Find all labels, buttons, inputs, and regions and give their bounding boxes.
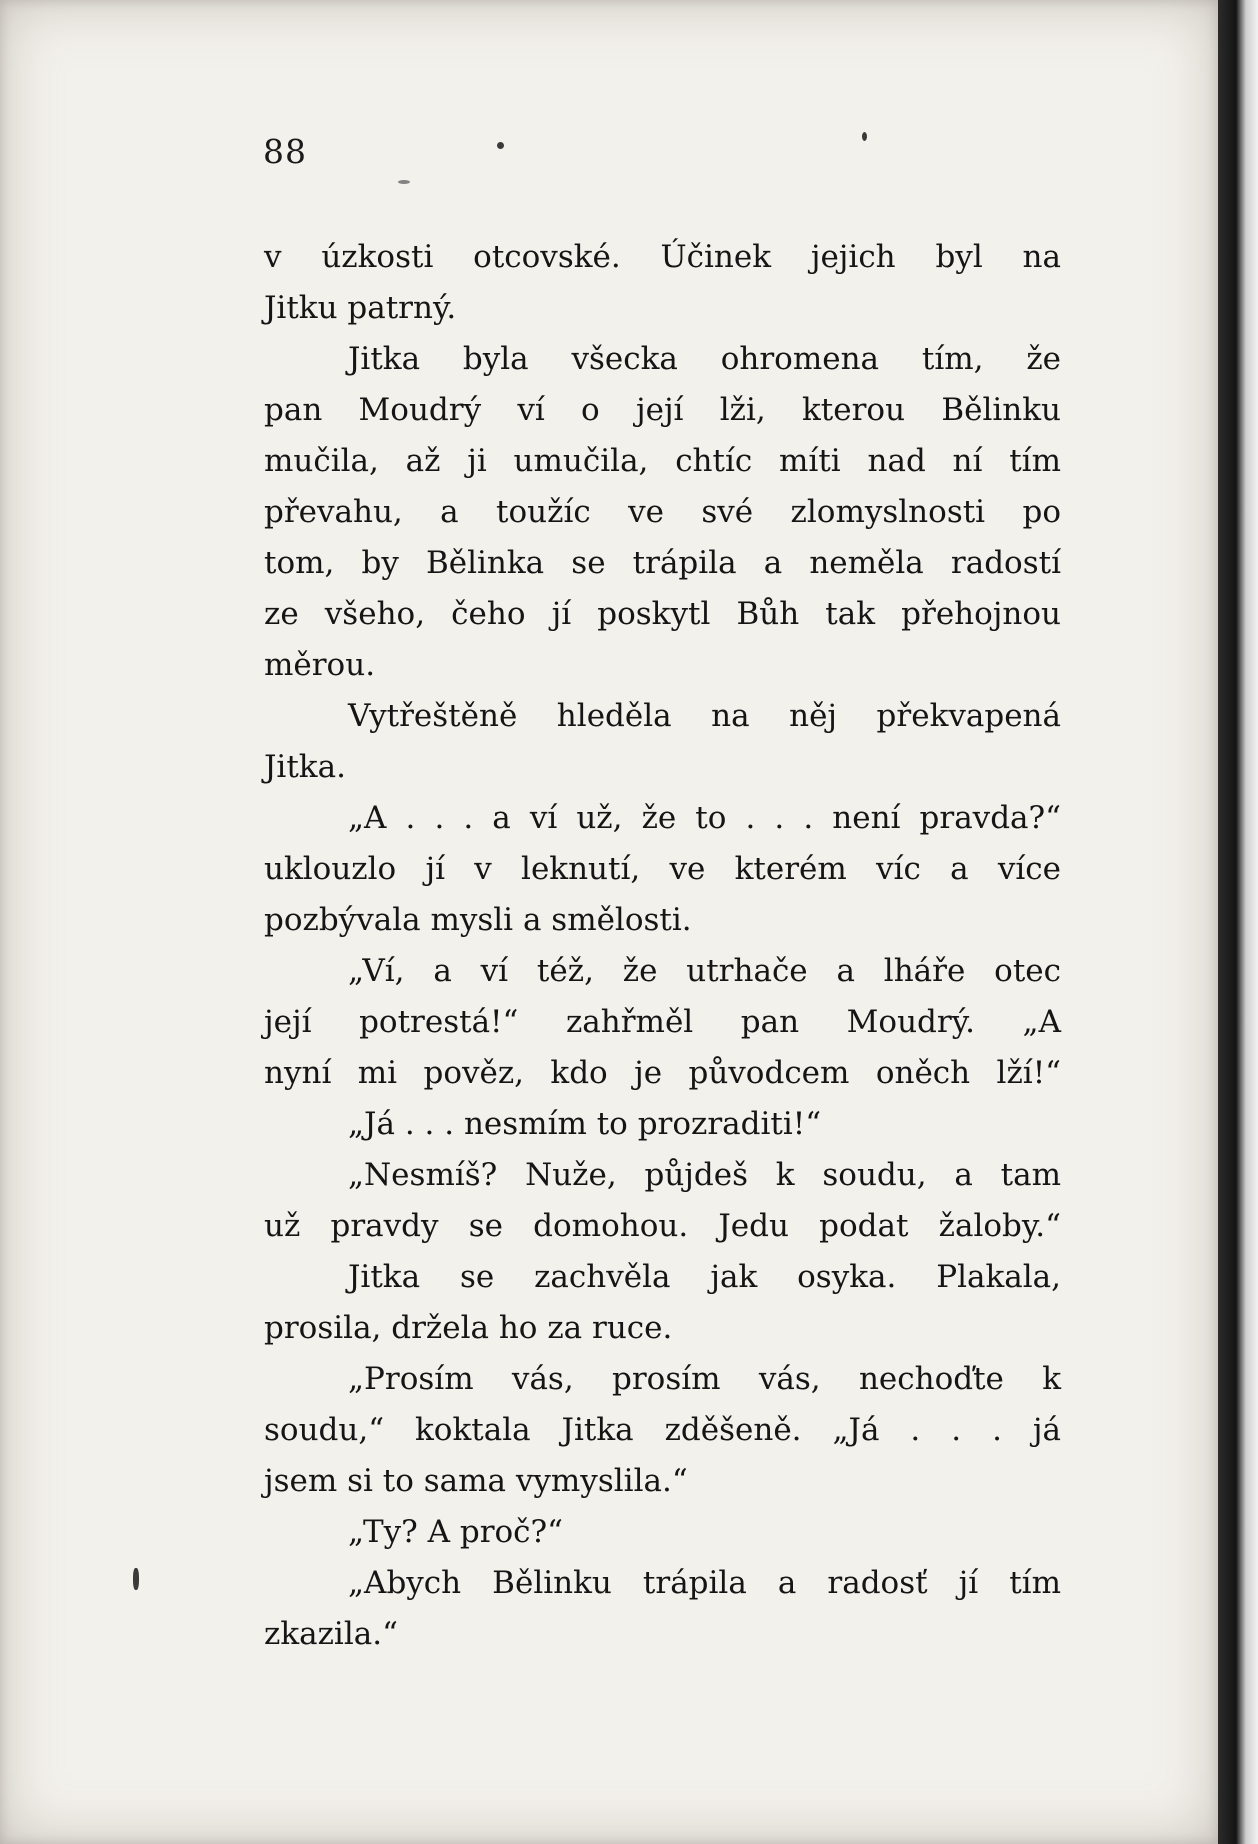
text-line: Jitka byla všecka ohromena tím, že <box>348 341 1061 377</box>
ink-speck <box>862 132 867 141</box>
text-line: Jitka. <box>264 749 346 785</box>
text-line: zkazila.“ <box>264 1616 398 1652</box>
text-line: pan Moudrý ví o její lži, kterou Bělinku <box>264 392 1061 428</box>
page-number: 88 <box>263 132 307 171</box>
text-line: soudu,“ koktala Jitka zděšeně. „Já . . . já <box>264 1412 1061 1448</box>
text-line: „Já . . . nesmím to prozraditi!“ <box>348 1106 822 1142</box>
text-line: „Ty? A proč?“ <box>348 1514 564 1550</box>
text-line: tom, by Bělinka se trápila a neměla radostí <box>264 545 1061 581</box>
text-line: v úzkosti otcovské. Účinek jejich byl na <box>264 239 1061 275</box>
text-line: uklouzlo jí v leknutí, ve kterém víc a více <box>264 851 1061 887</box>
text-line: ze všeho, čeho jí poskytl Bůh tak přehojnou <box>264 596 1061 632</box>
text-line: „Prosím vás, prosím vás, nechoďte k <box>348 1361 1061 1397</box>
ink-speck <box>398 180 410 184</box>
body-text <box>264 232 1061 1660</box>
text-line: jsem si to sama vymyslila.“ <box>264 1463 688 1499</box>
page-edge <box>1218 0 1258 1844</box>
text-line: prosila, držela ho za ruce. <box>264 1310 673 1346</box>
text-line: mučila, až ji umučila, chtíc míti nad ní tím <box>264 443 1061 479</box>
text-line: už pravdy se domohou. Jedu podat žaloby.“ <box>264 1208 1061 1244</box>
text-line: „Abych Bělinku trápila a radosť jí tím <box>348 1565 1061 1601</box>
text-line: převahu, a toužíc ve své zlomyslnosti po <box>264 494 1061 530</box>
text-line: pozbývala mysli a smělosti. <box>264 902 692 938</box>
ink-speck <box>133 1568 139 1590</box>
text-line: Jitka se zachvěla jak osyka. Plakala, <box>348 1259 1061 1295</box>
text-line: „Nesmíš? Nuže, půjdeš k soudu, a tam <box>348 1157 1061 1193</box>
text-line: „A . . . a ví už, že to . . . není pravda?“ <box>348 800 1061 836</box>
text-line: nyní mi pověz, kdo je původcem oněch lží!“ <box>264 1055 1061 1091</box>
text-line: její potrestá!“ zahřměl pan Moudrý. „A <box>264 1004 1061 1040</box>
text-line: Jitku patrný. <box>264 290 457 326</box>
ink-speck <box>497 142 504 149</box>
text-line: „Ví, a ví též, že utrhače a lháře otec <box>348 953 1061 989</box>
text-line: měrou. <box>264 647 376 683</box>
text-line: Vytřeštěně hleděla na něj překvapená <box>348 698 1061 734</box>
